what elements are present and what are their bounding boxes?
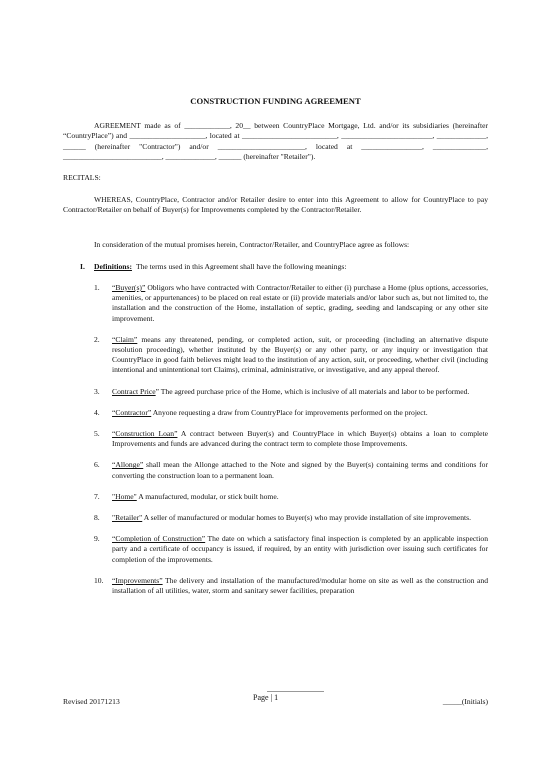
definition-term: “Completion of Construction” — [112, 534, 206, 544]
definition-item: 4. “Contractor” Anyone requesting a draw from CountryPlace for improvements performed on the project. — [94, 407, 428, 417]
document-title: CONSTRUCTION FUNDING AGREEMENT — [190, 96, 361, 106]
definition-item: 3. Contract Price” The agreed purchase price of the Home, which is inclusive of all materials and labor to be performed. — [94, 386, 470, 396]
recitals-heading: RECITALS: — [63, 173, 101, 183]
section-heading — [80, 262, 488, 272]
definition-term: “Allonge” — [112, 460, 144, 470]
definition-item: 1. “Buyer(s)” Obligors who have contracted with Contractor/Retailer to either (i) purchase a Home (plus options, accessories, amenities, or appurtenances) to be placed on real estate or (ii) provide materials and/or labor such as, but not limited to, the installation and the construction of the Home, installation of septic, grading, seeding and landscaping or any other site improvement. — [94, 283, 488, 323]
consideration-paragraph: In consideration of the mutual promises herein, Contractor/Retailer, and CountryPlace agree as follows: — [94, 239, 410, 249]
definition-term: Contract Price — [112, 386, 156, 396]
definition-term: “Contractor” — [112, 407, 152, 417]
definition-item: 8. "Retailer" A seller of manufactured or modular homes to Buyer(s) who may provide installation of site improvements. — [94, 513, 472, 523]
definition-item: 9. “Completion of Construction” The date on which a satisfactory final inspection is completed by an applicable inspection party and a certificate of occupancy is issued, if required, by an entity with jurisdiction over issuing such certificates for completion of the improvements. — [94, 534, 488, 564]
section-name: Definitions: — [94, 261, 132, 271]
definition-item: 6. “Allonge” shall mean the Allonge attached to the Note and signed by the Buyer(s) containing terms and conditions for converting the construction loan to a permanent loan. — [94, 460, 488, 480]
definition-term: “Claim” — [112, 334, 138, 344]
definition-item: 5. “Construction Loan” A contract between Buyer(s) and CountryPlace in which Buyer(s) obtains a loan to complete Improvements and funds are advanced during the contract term to complete those Improvements. — [94, 429, 489, 449]
section-lead: The terms used in this Agreement shall have the following meanings: — [135, 261, 347, 271]
page-footer — [63, 693, 488, 706]
preamble-paragraph: AGREEMENT made as of ____________, 20__ between CountryPlace Mortgage, Ltd. and/or its subsidiaries (hereinafter “CountryPlace”) and ____________________, located at _________________________, ________________________, _____________, ______ (hereinafter "Contractor") and/or _______________________, located at ________________, ______________, __________________________, _____________, ______ (hereinafter "Retailer"). — [63, 121, 488, 161]
footer-divider — [267, 691, 324, 692]
whereas-paragraph: WHEREAS, CountryPlace, Contractor and/or Retailer desire to enter into this Agreement to allow for CountryPlace to pay Contractor/Retailer on behalf of Buyer(s) for Improvements completed by the Contractor/Retailer. — [63, 195, 488, 215]
definition-item: 2. “Claim” means any threatened, pending, or completed action, suit, or proceeding (including an alternative dispute resolution proceeding), whether instituted by the Buyer(s) or any other party, or any inquiry or investigation that CountryPlace in good faith believes might lead to the institution of any action, suit, or proceeding, whether civil (including intentional and unintentional tort Claims), criminal, administrative, or investigative, and any appeal thereof. — [94, 334, 488, 375]
page-number: Page | 1 — [253, 693, 279, 702]
section-number: I. — [80, 261, 85, 271]
definitions-list — [63, 283, 488, 596]
definition-term: “Construction Loan” — [112, 429, 178, 439]
definition-term: "Home" — [112, 491, 137, 501]
definition-term: “Improvements” — [112, 575, 163, 585]
definition-item: 10. “Improvements” The delivery and installation of the manufactured/modular home on site as well as the construction and installation of all utilities, water, storm and sanitary sewer facilities, preparation — [94, 575, 488, 596]
definition-term: "Retailer" — [112, 513, 143, 523]
definition-item: 7. "Home" A manufactured, modular, or stick built home. — [94, 491, 279, 501]
document-body — [63, 96, 488, 607]
definition-term: “Buyer(s)” — [112, 283, 146, 293]
initials-field: _____(Initials) — [442, 697, 488, 706]
revision-label: Revised 20171213 — [63, 697, 120, 706]
